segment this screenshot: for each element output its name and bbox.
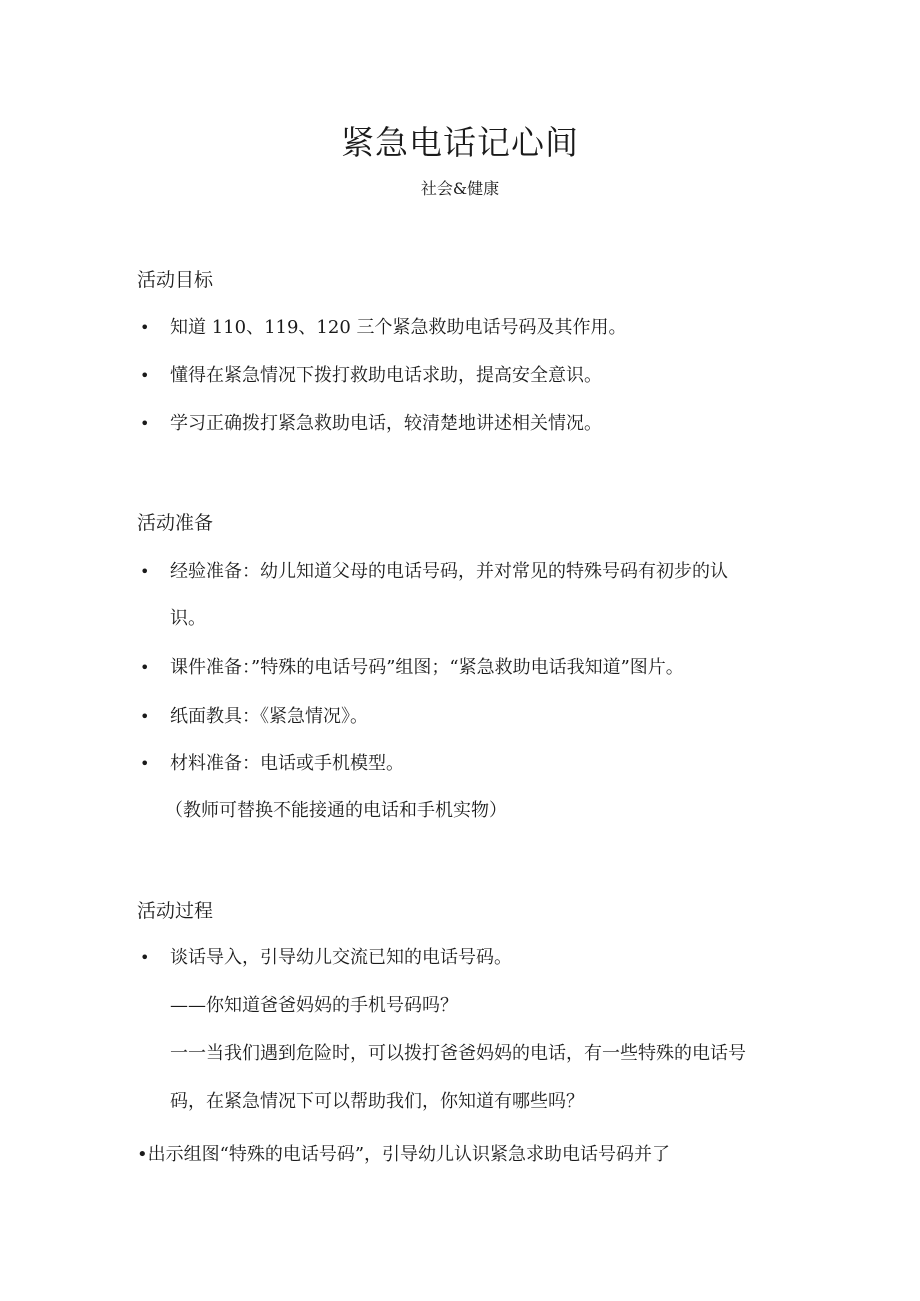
bullet-marker: • — [140, 707, 150, 726]
document-title: 紧急电话记心间 — [341, 123, 579, 162]
prep-item-3: 纸面教具：《紧急情况》。 — [170, 706, 368, 727]
section-heading-goals: 活动目标 — [137, 269, 214, 291]
prep-item-1-line2: 识。 — [170, 608, 206, 629]
process-question-1: ——你知道爸爸妈妈的手机号码吗？ — [170, 995, 458, 1016]
prep-item-1-line1: 经验准备：幼儿知道父母的电话号码，并对常见的特殊号码有初步的认 — [170, 561, 728, 582]
bullet-marker: • — [140, 366, 150, 385]
section-heading-process: 活动过程 — [137, 900, 214, 922]
process-question-2-line1: 一一当我们遇到危险时，可以拨打爸爸妈妈的电话，有一些特殊的电话号 — [170, 1043, 746, 1064]
bullet-marker: • — [140, 658, 150, 677]
prep-item-4: 材料准备：电话或手机模型。 — [170, 753, 404, 774]
bullet-marker: • — [140, 562, 150, 581]
prep-note: （教师可替换不能接通的电话和手机实物） — [165, 800, 507, 821]
bullet-marker: • — [140, 318, 150, 337]
bullet-marker: • — [140, 948, 150, 967]
process-item-1: 谈话导入，引导幼儿交流已知的电话号码。 — [170, 947, 512, 968]
bullet-marker: • — [140, 414, 150, 433]
section-heading-prep: 活动准备 — [137, 512, 214, 534]
goal-item-3: 学习正确拨打紧急救助电话，较清楚地讲述相关情况。 — [170, 413, 602, 434]
process-question-2-line2: 码，在紧急情况下可以帮助我们，你知道有哪些吗？ — [170, 1091, 584, 1112]
bullet-marker: • — [140, 754, 150, 773]
document-subtitle: 社会&健康 — [420, 179, 500, 198]
prep-item-2: 课件准备：”特殊的电话号码”组图；“紧急救助电话我知道”图片。 — [170, 657, 684, 678]
goal-item-2: 懂得在紧急情况下拨打救助电话求助，提高安全意识。 — [170, 365, 602, 386]
goal-item-1: 知道 110、119、120 三个紧急救助电话号码及其作用。 — [170, 317, 627, 338]
process-item-2: •出示组图“特殊的电话号码”，引导幼儿认识紧急求助电话号码并了 — [137, 1144, 671, 1165]
